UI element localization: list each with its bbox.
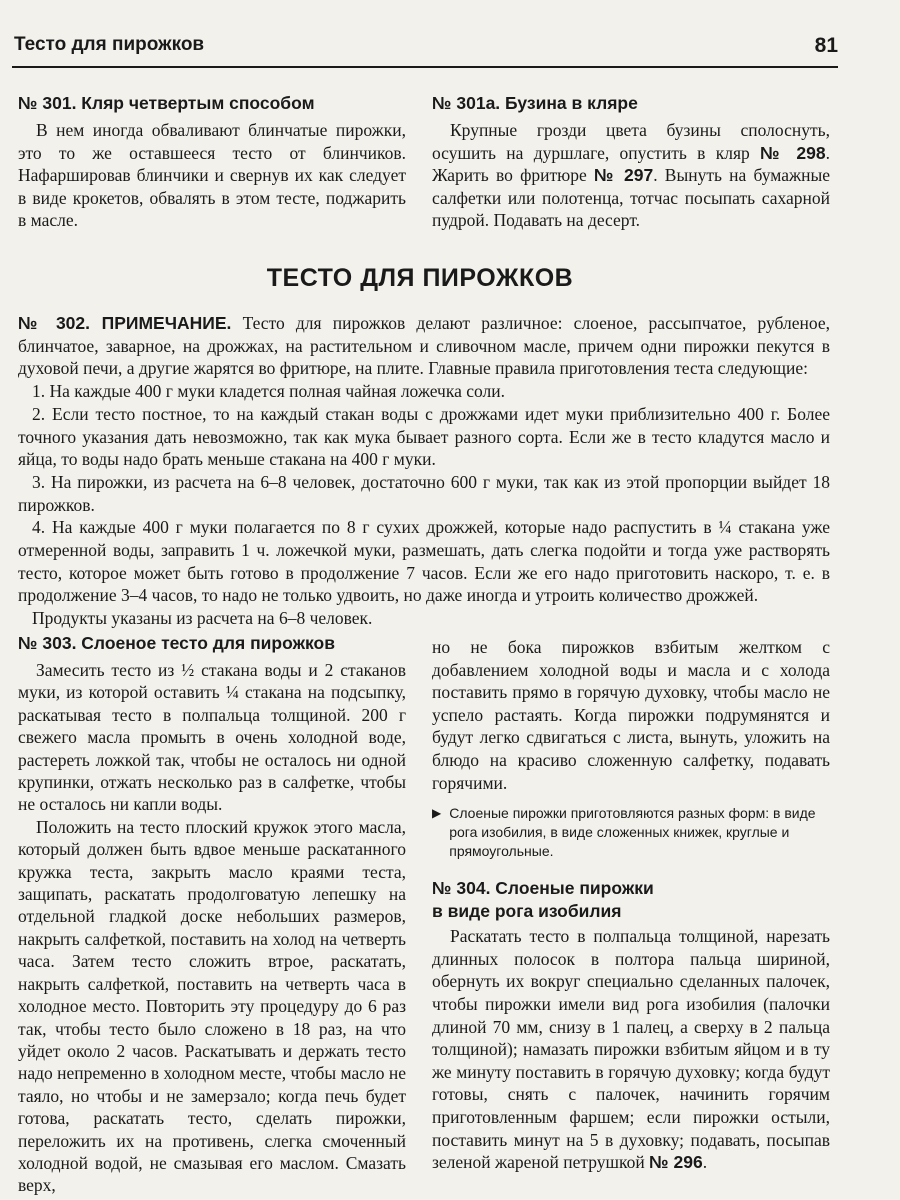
recipe-301a — [432, 92, 830, 232]
recipe-303 — [18, 632, 406, 1197]
recipe-302 — [18, 312, 830, 630]
rule-note: Продукты указаны из расчета на 6–8 человек. — [32, 608, 373, 629]
recipe-303-para-1: Замесить тесто из ½ стакана воды и 2 стаканов муки, из которой оставить ¼ стакана на подсыпку, раскатывая тесто в полпальца толщиной. 200 г свежего масла промыть в очень холодной воде, растереть ложкой так, чтобы не осталось ни одной крупинки, отжать несколько раз в салфетке, чтобы не осталось ни капли воды. — [18, 660, 406, 815]
recipe-301a-text: Крупные грозди цвета бузины сполоснуть, осушить на дуршлаге, опустить в кляр № 298. Жарить во фритюре № 297. Вынуть на бумажные салфетки или полотенца, тотчас посыпать сахарной пудрой. Подавать на десерт. — [432, 120, 830, 230]
recipe-303-continuation: но не бока пирожков взбитым желтком с добавлением холодной воды и масла и с холода поставить прямо в горячую духовку, чтобы масло не успело растаять. Когда пирожки подрумянятся и будут легко сдвигаться с листа, вынуть, уложить на блюдо на красиво сложенную салфетку, подавать горячими. — [432, 637, 830, 793]
ref-298: № 298 — [760, 142, 826, 163]
recipe-304-title: № 304. Слоеные пирожки в виде рога изобилия — [432, 878, 654, 922]
recipe-302-title: № 302. ПРИМЕЧАНИЕ. — [18, 313, 232, 333]
recipe-301-title: № 301. Кляр четвертым способом — [18, 93, 315, 113]
recipe-301 — [18, 92, 406, 232]
rule-2: 2. Если тесто постное, то на каждый стакан воды с дрожжами идет муки приблизительно 400 г. Более точного указания дать невозможно, так как мука бывает разного сорта. Если же в тесто кладутся масло и яйца, то воды надо брать меньше стакана на 400 г муки. — [18, 403, 830, 470]
recipe-304-text: Раскатать тесто в полпальца толщиной, нарезать длинных полосок в полтора пальца шириной, обернуть их вокруг специально сделанных палочек, чтобы пирожки имели вид рога изобилия (палочки длиной 70 мм, снизу в 1 палец, а сверху в 2 пальца толщиной); намазать пирожки взбитым яйцом и в ту же минуту поставить в горячую духовку; когда будут готовы, снять с палочек, начинить горячим приготовленным фаршем; если пирожки остыли, поставить минут на 5 в духовку; подавать, посыпав зеленой жареной петрушкой № 296. — [432, 926, 830, 1173]
recipe-303-note: ▶ Слоеные пирожки приготовляются разных форм: в виде рога изобилия, в виде сложенных книжек, круглые и прямоугольные. — [432, 805, 816, 860]
section-title: ТЕСТО ДЛЯ ПИРОЖКОВ — [266, 264, 574, 292]
rule-1: 1. На каждые 400 г муки кладется полная чайная ложечка соли. — [32, 381, 505, 402]
recipe-303-para-2: Положить на тесто плоский кружок этого масла, который должен быть вдвое меньше раскатанного кружка теста, закрыть масло краями теста, защипать, раскатать продолговатую лепешку на отдельной гладкой доске небольших размеров, накрыть салфеткой, поставить на холод на четверть часа. Затем тесто сложить втрое, раскатать, накрыть салфеткой, поставить на четверть часа в холодное место. Повторить эту процедуру до 6 раз так, чтобы тесто было сложено в 18 раз, на что уйдет около 2 часов. Раскатывать и держать тесто надо непременно в холодном месте, чтобы масло не таяло, но чтобы и не замерзало; когда печь будет готова, раскатать тесто, сделать пирожки, переложить их на противень, слегка смоченный холодной водой, не смазывая его маслом. Смазать верх, — [18, 816, 406, 1196]
rule-4: 4. На каждые 400 г муки полагается по 8 г сухих дрожжей, которые надо распустить в ¼ стакана уже отмеренной воды, заправить 1 ч. ложечкой муки, размешать, дать слегка подойти и тогда уже растворять тесто, которое может быть готово в продолжение 7 часов. Если же его надо приготовить наскоро, т. е. в продолжение 3–4 часов, то надо не только удвоить, но даже иногда и утроить количество дрожжей. — [18, 517, 830, 606]
ref-296: № 296 — [649, 1152, 703, 1173]
header-rule — [12, 66, 838, 68]
rule-3: 3. На пирожки, из расчета на 6–8 человек, достаточно 600 г муки, так как из этой пропорции выйдет 18 пирожков. — [18, 471, 830, 515]
ref-297: № 297 — [593, 165, 654, 185]
right-column-bottom — [432, 636, 830, 1174]
recipe-303-title: № 303. Слоеное тесто для пирожков — [18, 633, 335, 653]
recipe-301a-title: № 301а. Бузина в кляре — [432, 93, 638, 113]
triangle-bullet-icon: ▶ — [432, 806, 442, 821]
page-number: 81 — [814, 34, 838, 57]
recipe-301-text: В нем иногда обваливают блинчатые пирожки, это то же оставшееся тесто от блинчиков. Нафаршировав блинчики и свернув их как следует в виде крокетов, обвалять в этом тесте, поджарить в масле. — [18, 120, 406, 230]
recipe-302-intro: № 302. ПРИМЕЧАНИЕ. Тесто для пирожков делают различное: слоеное, рассыпчатое, рубленое, блинчатое, заварное, на дрожжах, на растительном и сливочном масле, причем одни пирожки пекутся в духовой печи, а другие жарятся во фритюре, на плите. Главные правила приготовления теста следующие: — [18, 313, 830, 379]
running-header: Тесто для пирожков — [14, 34, 205, 55]
